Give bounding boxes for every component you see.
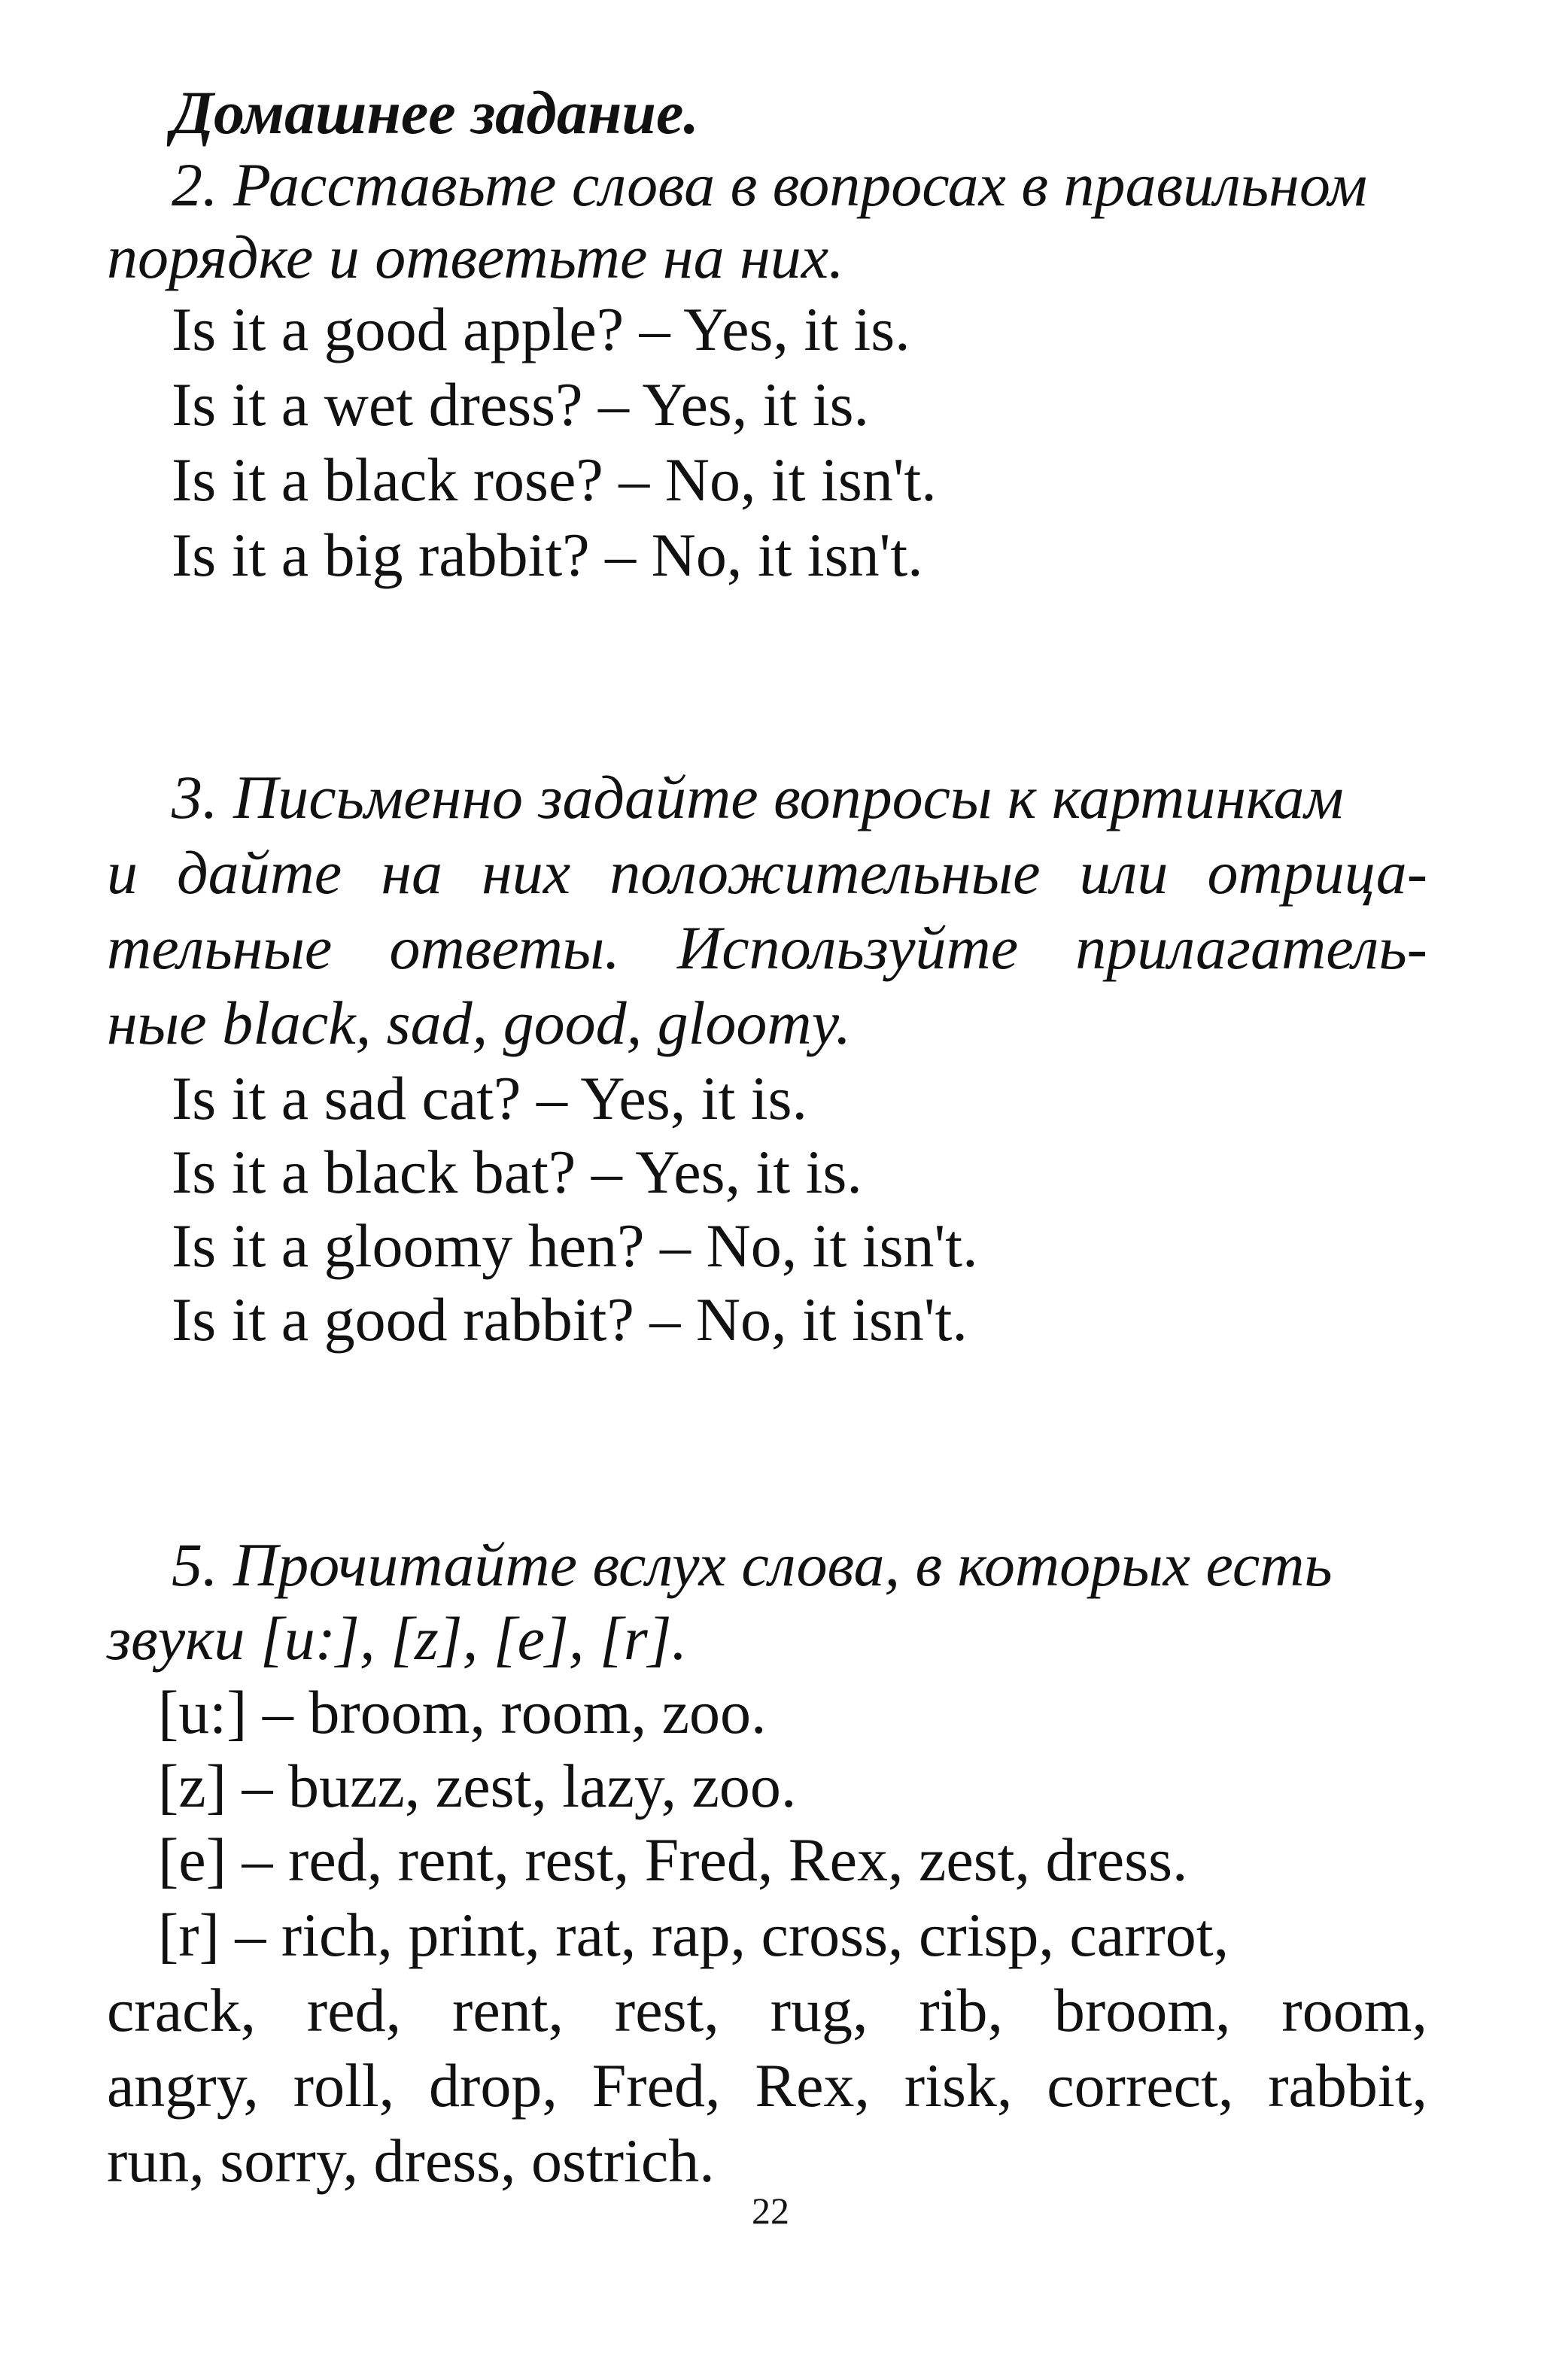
task2-instruction-line1: 2. Расставьте слова в вопросах в правильном (172, 150, 1368, 219)
task2-answer: Is it a black rose? – No, it isn't. (172, 445, 937, 514)
task3-instruction-line1: 3. Письменно задайте вопросы к картинкам (172, 763, 1344, 831)
task5-answer: [e] – red, rent, rest, Fred, Rex, zest, dress. (158, 1825, 1188, 1894)
task3-answer: Is it a gloomy hen? – No, it isn't. (172, 1211, 978, 1280)
task3-answer: Is it a good rabbit? – No, it isn't. (172, 1285, 968, 1354)
task5-answer: [z] – buzz, zest, lazy, zoo. (158, 1752, 797, 1820)
task3-answer: Is it a sad cat? – Yes, it is. (172, 1064, 807, 1132)
task5-answer: crack, red, rent, rest, rug, rib, broom, room, (107, 1976, 1427, 2044)
task3-instruction-line2: и дайте на них положительные или отрица- (107, 838, 1427, 907)
task5-answer: run, sorry, dress, ostrich. (107, 2126, 715, 2195)
task3-instruction-line4: ные black, sad, good, gloomy. (107, 989, 851, 1057)
task5-answer: [u:] – broom, room, zoo. (158, 1678, 767, 1746)
task5-answer: [r] – rich, print, rat, rap, cross, crisp, carrot, (158, 1901, 1229, 1969)
task5-instruction-line1: 5. Прочитайте вслух слова, в которых есть (172, 1530, 1333, 1599)
task5-answer: angry, roll, drop, Fred, Rex, risk, correct, rabbit, (107, 2051, 1427, 2120)
page-number: 22 (752, 2190, 789, 2232)
task3-answer: Is it a black bat? – Yes, it is. (172, 1138, 862, 1206)
task2-answer: Is it a good apple? – Yes, it is. (172, 295, 910, 363)
task2-instruction-line2: порядке и ответьте на них. (107, 223, 844, 291)
task3-instruction-line3: тельные ответы. Используйте прилагатель- (107, 913, 1427, 982)
task5-instruction-line2: звуки [u:], [z], [e], [r]. (107, 1604, 688, 1673)
task2-answer: Is it a big rabbit? – No, it isn't. (172, 521, 923, 589)
task2-answer: Is it a wet dress? – Yes, it is. (172, 370, 870, 439)
homework-title: Домашнее задание. (172, 78, 699, 147)
